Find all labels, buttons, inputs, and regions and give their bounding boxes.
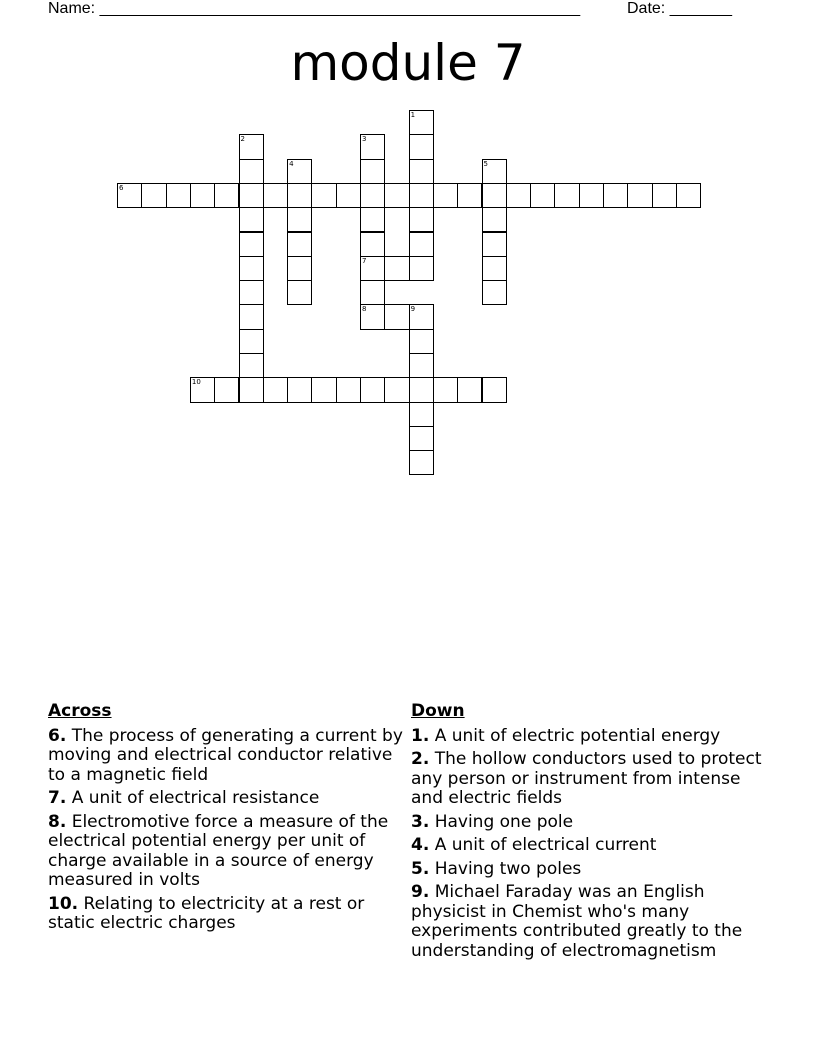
grid-cell[interactable] xyxy=(287,159,312,184)
clue-text: Having two poles xyxy=(429,858,582,879)
grid-cell[interactable] xyxy=(409,159,434,184)
across-clues xyxy=(48,702,404,938)
grid-cell[interactable] xyxy=(190,183,215,208)
clue-down-1 xyxy=(411,727,771,747)
grid-cell[interactable] xyxy=(457,183,482,208)
clue-number-label: 4 xyxy=(289,159,294,168)
grid-cell[interactable] xyxy=(482,183,507,208)
grid-cell[interactable] xyxy=(287,280,312,305)
clue-across-7 xyxy=(48,789,404,809)
clue-text: The hollow conductors used to protect any person or instrument from intense and electric fields xyxy=(411,749,762,808)
grid-cell[interactable] xyxy=(239,256,264,281)
clue-number: 2. xyxy=(411,749,430,769)
grid-cell[interactable] xyxy=(482,377,507,402)
grid-cell[interactable] xyxy=(239,304,264,329)
grid-cell[interactable] xyxy=(239,353,264,378)
grid-cell[interactable] xyxy=(482,256,507,281)
grid-cell[interactable] xyxy=(627,183,652,208)
grid-cell[interactable] xyxy=(166,183,191,208)
clue-number: 3. xyxy=(411,811,430,832)
clue-number-label: 3 xyxy=(362,135,367,144)
grid-cell[interactable] xyxy=(409,256,434,281)
grid-cell[interactable] xyxy=(433,377,458,402)
grid-cell[interactable] xyxy=(482,207,507,232)
clue-down-2 xyxy=(411,750,771,809)
grid-cell[interactable] xyxy=(287,377,312,402)
crossword-grid xyxy=(0,0,816,500)
grid-cell[interactable] xyxy=(360,207,385,232)
across-heading: Across xyxy=(48,701,112,721)
grid-cell[interactable] xyxy=(263,183,288,208)
clue-number-label: 8 xyxy=(362,305,367,314)
grid-cell[interactable] xyxy=(409,110,434,135)
clue-down-5 xyxy=(411,860,771,880)
clue-number-label: 9 xyxy=(410,305,416,314)
clue-text: The process of generating a current by moving and electrical conductor relative to a magnetic field xyxy=(48,725,403,785)
grid-cell[interactable] xyxy=(239,232,264,257)
grid-cell[interactable] xyxy=(239,280,264,305)
grid-cell[interactable] xyxy=(360,134,385,159)
grid-cell[interactable] xyxy=(239,134,264,159)
grid-cell[interactable] xyxy=(239,329,264,354)
grid-cell[interactable] xyxy=(239,207,264,232)
grid-cell[interactable] xyxy=(117,183,142,208)
grid-cell[interactable] xyxy=(652,183,677,208)
clue-number: 6. xyxy=(48,725,67,746)
grid-cell[interactable] xyxy=(214,183,239,208)
clue-number: 4. xyxy=(411,835,430,855)
grid-cell[interactable] xyxy=(457,377,482,402)
grid-cell[interactable] xyxy=(409,304,434,329)
grid-cell[interactable] xyxy=(263,377,288,402)
clue-across-6 xyxy=(48,727,404,786)
grid-cell[interactable] xyxy=(384,377,409,402)
clue-number: 7. xyxy=(48,788,67,808)
grid-cell[interactable] xyxy=(433,183,458,208)
grid-cell[interactable] xyxy=(482,280,507,305)
grid-cell[interactable] xyxy=(409,232,434,257)
grid-cell[interactable] xyxy=(530,183,555,208)
grid-cell[interactable] xyxy=(603,183,628,208)
clue-text: Michael Faraday was an English physicist in Chemist who's many experiments contributed greatly to the understanding of electromagnetism xyxy=(411,882,743,961)
grid-cell[interactable] xyxy=(190,377,215,402)
clue-text: Having one pole xyxy=(429,811,574,832)
grid-cell[interactable] xyxy=(409,353,434,378)
clue-number-label: 10 xyxy=(191,378,201,387)
clue-number: 9. xyxy=(411,882,430,902)
grid-cell[interactable] xyxy=(239,183,264,208)
grid-cell[interactable] xyxy=(360,377,385,402)
grid-cell[interactable] xyxy=(409,377,434,402)
clue-text: A unit of electrical resistance xyxy=(66,788,320,808)
grid-cell[interactable] xyxy=(239,159,264,184)
grid-cell[interactable] xyxy=(287,207,312,232)
grid-cell[interactable] xyxy=(360,304,385,329)
name-field-label: Name: ______________________________________________________ xyxy=(48,0,581,17)
grid-cell[interactable] xyxy=(287,256,312,281)
grid-cell[interactable] xyxy=(311,183,336,208)
grid-cell[interactable] xyxy=(409,329,434,354)
grid-cell[interactable] xyxy=(214,377,239,402)
grid-cell[interactable] xyxy=(287,232,312,257)
clue-number-label: 2 xyxy=(240,135,245,144)
clue-number-label: 6 xyxy=(119,183,124,192)
grid-cell[interactable] xyxy=(409,402,434,427)
grid-cell[interactable] xyxy=(311,377,336,402)
clue-down-3 xyxy=(411,813,771,833)
grid-cell[interactable] xyxy=(579,183,604,208)
clue-across-10 xyxy=(48,895,404,934)
grid-cell[interactable] xyxy=(676,183,701,208)
clue-text: Electromotive force a measure of the electrical potential energy per unit of charge available in a source of energy measured in volts xyxy=(48,811,389,890)
clue-number-label: 7 xyxy=(362,256,367,265)
clue-text: A unit of electrical current xyxy=(429,835,657,855)
grid-cell[interactable] xyxy=(141,183,166,208)
grid-cell[interactable] xyxy=(360,183,385,208)
grid-cell[interactable] xyxy=(409,134,434,159)
grid-cell[interactable] xyxy=(336,377,361,402)
grid-cell[interactable] xyxy=(384,304,409,329)
clue-down-4 xyxy=(411,836,771,856)
clue-across-8 xyxy=(48,813,404,891)
grid-cell[interactable] xyxy=(336,183,361,208)
down-clues xyxy=(411,702,771,965)
clue-text: A unit of electric potential energy xyxy=(429,725,721,746)
grid-cell[interactable] xyxy=(384,183,409,208)
grid-cell[interactable] xyxy=(409,183,434,208)
clue-down-9 xyxy=(411,883,771,961)
grid-cell[interactable] xyxy=(506,183,531,208)
grid-cell[interactable] xyxy=(482,232,507,257)
grid-cell[interactable] xyxy=(482,159,507,184)
grid-cell[interactable] xyxy=(360,232,385,257)
clue-number: 1. xyxy=(411,725,430,746)
grid-cell[interactable] xyxy=(360,256,385,281)
grid-cell[interactable] xyxy=(384,256,409,281)
clue-text: Relating to electricity at a rest or static electric charges xyxy=(48,893,365,933)
grid-cell[interactable] xyxy=(409,426,434,451)
clue-number: 5. xyxy=(411,858,430,879)
clue-number: 10. xyxy=(48,893,79,914)
clue-number-label: 1 xyxy=(410,111,416,119)
grid-cell[interactable] xyxy=(360,159,385,184)
grid-cell[interactable] xyxy=(409,207,434,232)
grid-cell[interactable] xyxy=(409,450,434,475)
grid-cell[interactable] xyxy=(239,377,264,402)
clue-number: 8. xyxy=(48,811,67,832)
grid-cell[interactable] xyxy=(360,280,385,305)
grid-cell[interactable] xyxy=(554,183,579,208)
clue-number-label: 5 xyxy=(483,159,488,168)
page-title: module 7 xyxy=(290,34,526,92)
down-heading: Down xyxy=(411,701,465,721)
grid-cell[interactable] xyxy=(287,183,312,208)
date-field-label: Date: _______ xyxy=(627,0,732,17)
